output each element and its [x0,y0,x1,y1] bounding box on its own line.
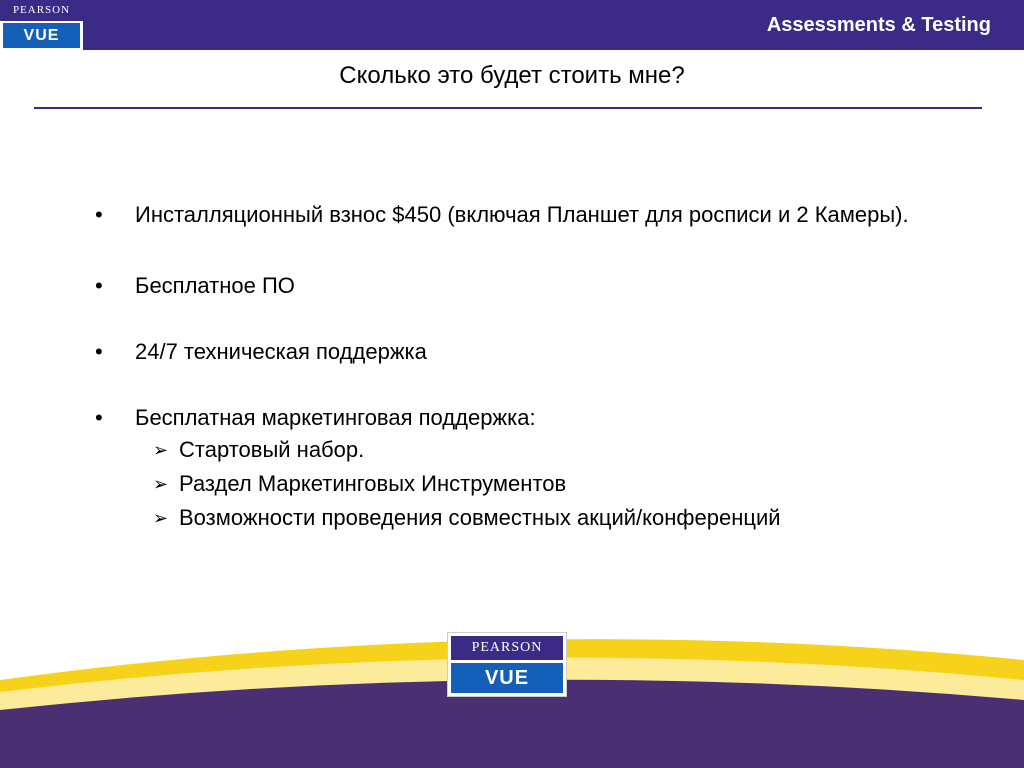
bullet-list [95,200,955,535]
bullet-text: Бесплатная маркетинговая поддержка: [135,405,536,430]
arrow-bullet-icon: ➢ [153,440,169,460]
footer-logo-text-vue: VUE [451,663,563,693]
sub-bullet-text: Раздел Маркетинговых Инструментов [179,471,567,496]
bullet-icon: • [95,273,103,298]
sub-bullet-text: Стартовый набор. [179,437,365,462]
logo-text-pearson: PEARSON [0,0,83,21]
bullet-item [95,337,955,367]
footer-logo-text-pearson: PEARSON [451,636,563,660]
bullet-icon: • [95,405,103,430]
bullet-item [95,271,955,301]
pearson-vue-logo [0,0,83,50]
bullet-text: 24/7 техническая поддержка [135,339,427,364]
slide-title: Сколько это будет стоить мне? [339,62,685,89]
bullet-item [95,403,955,535]
bullet-text: Инсталляционный взнос $450 (включая Планшет для росписи и 2 Камеры). [135,202,909,227]
arrow-bullet-icon: ➢ [153,474,169,494]
footer-pearson-vue-logo [447,632,567,697]
title-divider [34,107,982,109]
sub-bullet-text: Возможности проведения совместных акций/конференций [179,505,781,530]
bullet-icon: • [95,339,103,364]
header-bar [0,0,1024,50]
bullet-item [95,200,955,230]
header-title: Assessments & Testing [766,14,991,36]
bullet-icon: • [95,202,103,227]
sub-bullet-item [135,433,955,467]
sub-bullet-list [135,433,955,535]
bullet-text: Бесплатное ПО [135,273,295,298]
sub-bullet-item [135,501,955,535]
arrow-bullet-icon: ➢ [153,508,169,528]
logo-text-vue: VUE [3,23,80,48]
sub-bullet-item [135,467,955,501]
